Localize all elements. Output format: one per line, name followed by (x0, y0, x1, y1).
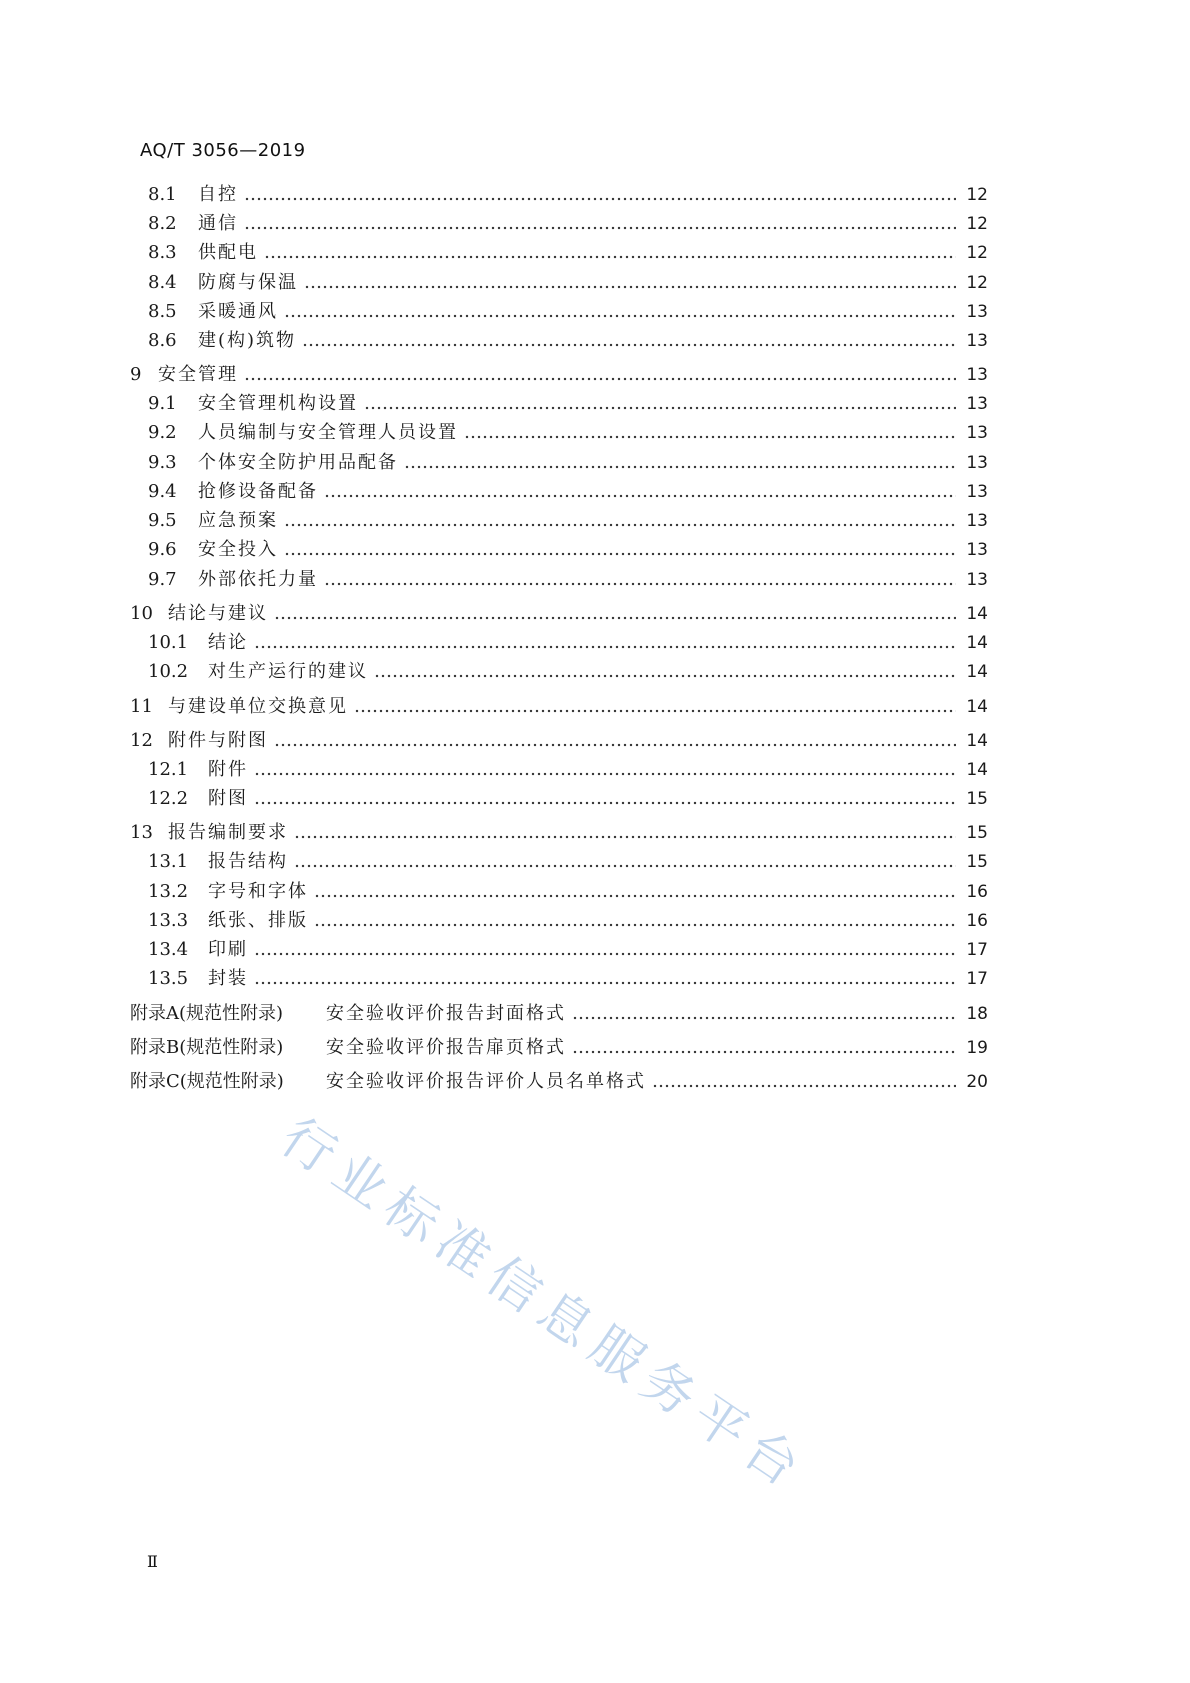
toc-entry-page: 18 (966, 1004, 988, 1024)
toc-entry-page: 14 (966, 760, 988, 780)
toc-entry-title: 与建设单位交换意见 (168, 696, 348, 717)
toc-entry-page: 13 (966, 540, 988, 560)
toc-leader-dots (294, 864, 956, 868)
toc-entry[interactable] (148, 879, 988, 905)
toc-leader-dots (244, 197, 956, 201)
toc-entry-page: 15 (966, 852, 988, 872)
toc-entry-title: 自控 (198, 184, 238, 205)
toc-entry[interactable] (148, 211, 988, 237)
toc-leader-dots (264, 255, 956, 259)
toc-entry-number: 10.1 (148, 632, 189, 653)
toc-entry-page: 13 (966, 511, 988, 531)
toc-leader-dots (274, 616, 956, 620)
toc-entry-number: 附录C(规范性附录) (130, 1071, 284, 1092)
toc-entry-title: 外部依托力量 (198, 569, 318, 590)
toc-entry[interactable] (148, 420, 988, 446)
toc-entry-page: 13 (966, 482, 988, 502)
toc-leader-dots (284, 523, 956, 527)
toc-entry-number: 9.6 (148, 539, 177, 560)
toc-entry-page: 17 (966, 969, 988, 989)
toc-entry-title: 安全投入 (198, 539, 278, 560)
toc-leader-dots (374, 674, 956, 678)
toc-leader-dots (294, 835, 956, 839)
toc-leader-dots (572, 1050, 956, 1054)
toc-entry-title: 安全验收评价报告扉页格式 (326, 1037, 566, 1058)
toc-entry-number: 8.4 (148, 272, 177, 293)
toc-entry[interactable] (148, 567, 988, 593)
toc-entry-title: 个体安全防护用品配备 (198, 452, 398, 473)
toc-entry[interactable] (130, 820, 988, 846)
toc-entry-number: 8.1 (148, 184, 177, 205)
toc-leader-dots (244, 226, 956, 230)
toc-entry[interactable] (148, 966, 988, 992)
toc-entry-number: 9.2 (148, 422, 177, 443)
toc-entry[interactable] (148, 450, 988, 476)
toc-entry-title: 附件与附图 (168, 730, 268, 751)
toc-entry[interactable] (148, 757, 988, 783)
toc-entry-title: 封装 (208, 968, 248, 989)
toc-entry-number: 12.2 (148, 788, 189, 809)
toc-leader-dots (254, 801, 956, 805)
toc-entry[interactable] (130, 728, 988, 754)
toc-entry-page: 13 (966, 570, 988, 590)
toc-entry[interactable] (130, 362, 988, 388)
toc-entry[interactable] (130, 694, 988, 720)
toc-entry-title: 报告编制要求 (168, 822, 288, 843)
toc-leader-dots (324, 494, 956, 498)
toc-leader-dots (354, 709, 956, 713)
toc-entry[interactable] (148, 479, 988, 505)
toc-leader-dots (314, 923, 956, 927)
toc-leader-dots (464, 435, 956, 439)
toc-entry-page: 15 (966, 823, 988, 843)
toc-entry-title: 采暖通风 (198, 301, 278, 322)
toc-entry-number: 13.3 (148, 910, 189, 931)
toc-entry-page: 12 (966, 243, 988, 263)
toc-entry-page: 14 (966, 604, 988, 624)
toc-entry-number: 9.1 (148, 393, 177, 414)
toc-entry-number: 8.3 (148, 242, 177, 263)
toc-entry-page: 12 (966, 185, 988, 205)
toc-entry-number: 附录A(规范性附录) (130, 1003, 284, 1024)
toc-entry[interactable] (148, 630, 988, 656)
toc-entry-number: 附录B(规范性附录) (130, 1037, 284, 1058)
toc-entry-title: 抢修设备配备 (198, 481, 318, 502)
toc-entry[interactable] (148, 537, 988, 563)
toc-entry-title: 纸张、排版 (208, 910, 308, 931)
toc-leader-dots (254, 952, 956, 956)
toc-entry-page: 12 (966, 214, 988, 234)
document-header: AQ/T 3056—2019 (140, 140, 306, 161)
toc-entry-title: 安全验收评价报告封面格式 (326, 1003, 566, 1024)
toc-entry-number: 13.5 (148, 968, 189, 989)
toc-leader-dots (254, 981, 956, 985)
toc-entry-title: 印刷 (208, 939, 248, 960)
toc-entry-number: 8.2 (148, 213, 177, 234)
toc-entry[interactable] (148, 391, 988, 417)
toc-leader-dots (244, 377, 956, 381)
toc-leader-dots (364, 406, 956, 410)
toc-entry-page: 13 (966, 423, 988, 443)
toc-entry-page: 13 (966, 302, 988, 322)
toc-entry[interactable] (148, 908, 988, 934)
toc-leader-dots (274, 743, 956, 747)
toc-entry-number: 9.7 (148, 569, 177, 590)
toc-entry-title: 建(构)筑物 (198, 330, 297, 351)
toc-entry[interactable] (148, 786, 988, 812)
toc-entry-number: 8.5 (148, 301, 177, 322)
toc-entry-number: 11 (130, 696, 153, 717)
toc-entry-number: 13.1 (148, 851, 189, 872)
watermark: 行业标准信息服务平台 (270, 1107, 818, 1504)
toc-entry[interactable] (148, 328, 988, 354)
toc-entry-number: 9 (130, 364, 142, 385)
toc-entry-title: 安全管理机构设置 (198, 393, 358, 414)
toc-entry-number: 12.1 (148, 759, 189, 780)
toc-entry[interactable] (130, 1035, 988, 1061)
toc-leader-dots (284, 314, 956, 318)
toc-entry[interactable] (148, 849, 988, 875)
toc-entry-page: 13 (966, 331, 988, 351)
toc-entry-title: 安全管理 (158, 364, 238, 385)
toc-entry-page: 14 (966, 731, 988, 751)
toc-entry[interactable] (148, 299, 988, 325)
toc-leader-dots (302, 343, 956, 347)
toc-leader-dots (254, 772, 956, 776)
toc-entry-title: 应急预案 (198, 510, 278, 531)
toc-entry-page: 12 (966, 273, 988, 293)
toc-entry-title: 通信 (198, 213, 238, 234)
toc-entry-title: 附图 (208, 788, 248, 809)
toc-entry[interactable] (148, 270, 988, 296)
toc-entry-page: 17 (966, 940, 988, 960)
toc-entry-number: 13.2 (148, 881, 189, 902)
toc-entry-page: 14 (966, 633, 988, 653)
toc-entry-title: 防腐与保温 (198, 272, 298, 293)
toc-entry-number: 9.5 (148, 510, 177, 531)
toc-entry-page: 14 (966, 697, 988, 717)
toc-entry-title: 报告结构 (208, 851, 288, 872)
toc-leader-dots (404, 465, 956, 469)
toc-entry-title: 人员编制与安全管理人员设置 (198, 422, 458, 443)
toc-leader-dots (314, 894, 956, 898)
toc-leader-dots (572, 1016, 956, 1020)
toc-entry-title: 结论与建议 (168, 603, 268, 624)
toc-entry-number: 10 (130, 603, 153, 624)
toc-entry[interactable] (148, 659, 988, 685)
toc-entry-page: 13 (966, 394, 988, 414)
page-number: Ⅱ (147, 1552, 158, 1571)
toc-entry-title: 结论 (208, 632, 248, 653)
toc-entry-number: 12 (130, 730, 153, 751)
toc-entry[interactable] (148, 240, 988, 266)
toc-entry[interactable] (148, 937, 988, 963)
toc-leader-dots (284, 552, 956, 556)
toc-entry-page: 19 (966, 1038, 988, 1058)
toc-entry-number: 8.6 (148, 330, 177, 351)
toc-entry-title: 供配电 (198, 242, 258, 263)
toc-entry-page: 15 (966, 789, 988, 809)
toc-entry-number: 9.3 (148, 452, 177, 473)
toc-entry-page: 16 (966, 882, 988, 902)
toc-entry[interactable] (130, 601, 988, 627)
toc-entry-number: 13.4 (148, 939, 189, 960)
toc-leader-dots (254, 645, 956, 649)
toc-entry-number: 10.2 (148, 661, 189, 682)
toc-entry-title: 附件 (208, 759, 248, 780)
toc-entry-page: 16 (966, 911, 988, 931)
toc-entry[interactable] (148, 508, 988, 534)
toc-entry[interactable] (148, 182, 988, 208)
toc-entry-page: 13 (966, 365, 988, 385)
toc-leader-dots (652, 1084, 956, 1088)
toc-entry-page: 20 (966, 1072, 988, 1092)
toc-entry-number: 9.4 (148, 481, 177, 502)
toc-entry-title: 安全验收评价报告评价人员名单格式 (326, 1071, 646, 1092)
toc-entry[interactable] (130, 1069, 988, 1095)
toc-entry-title: 对生产运行的建议 (208, 661, 368, 682)
toc-leader-dots (324, 582, 956, 586)
toc-entry[interactable] (130, 1001, 988, 1027)
toc-entry-number: 13 (130, 822, 153, 843)
toc-leader-dots (304, 285, 956, 289)
toc-entry-title: 字号和字体 (208, 881, 308, 902)
toc-entry-page: 14 (966, 662, 988, 682)
toc-entry-page: 13 (966, 453, 988, 473)
